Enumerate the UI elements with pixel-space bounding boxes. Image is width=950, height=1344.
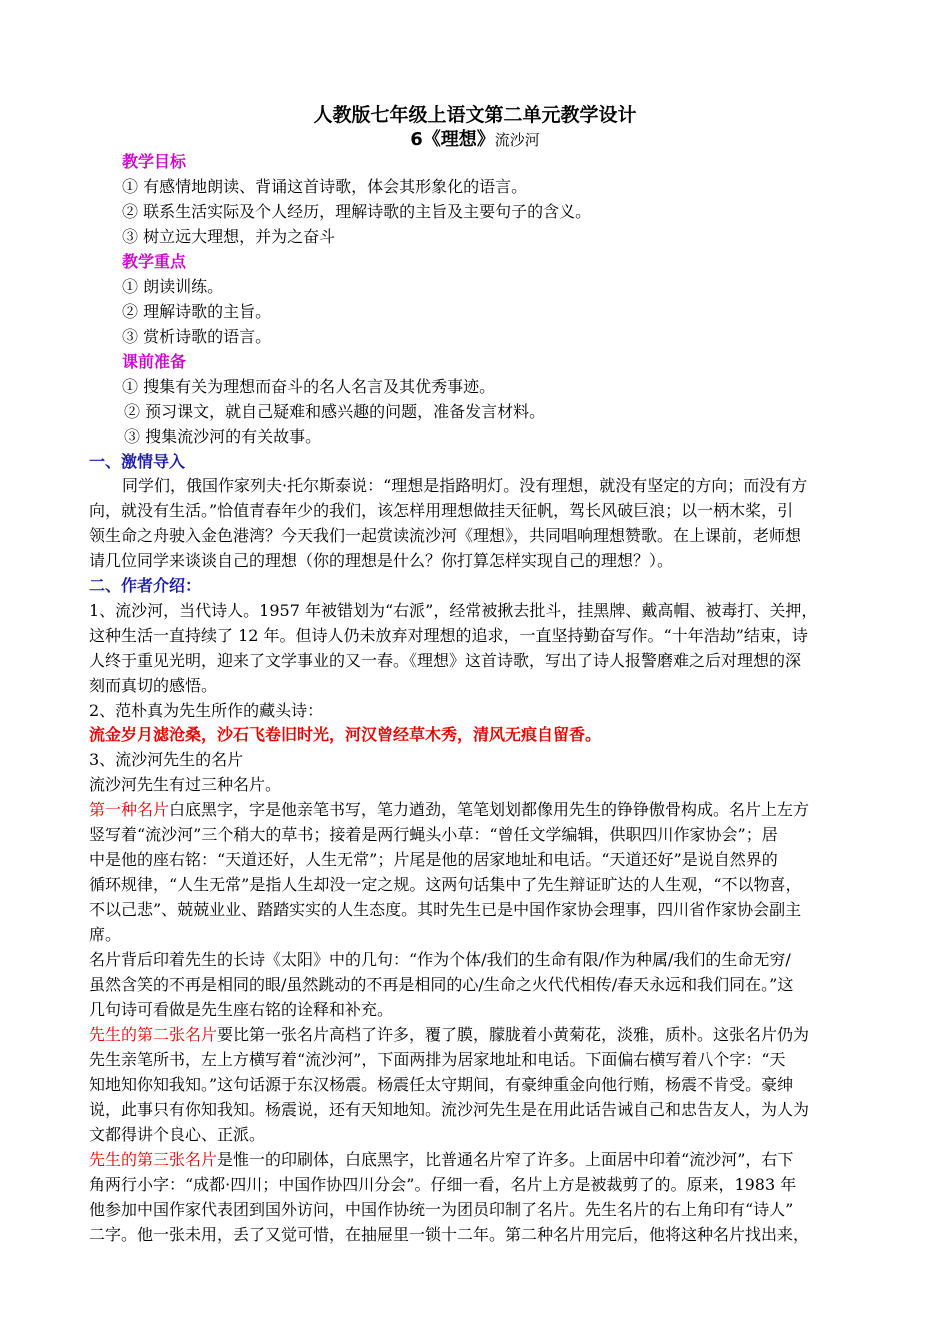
- paragraph-line: 中是他的座右铭：“天道还好，人生无常”；片尾是他的居家地址和电话。“天道还好”是说自然界的: [89, 850, 778, 869]
- card2-label: 先生的第二张名片: [89, 1025, 218, 1044]
- key-points-heading: 教学重点: [122, 252, 187, 271]
- paragraph-line: 二字。他一张未用，丢了又觉可惜，在抽屉里一锁十二年。第二种名片用完后，他将这种名片找出来，: [89, 1225, 810, 1244]
- paragraph-line: 3、流沙河先生的名片: [89, 750, 244, 769]
- preparation-item: ③ 搜集流沙河的有关故事。: [124, 427, 322, 446]
- paragraph-line: 循环规律，“人生无常”是指人生却没一定之规。这两句话集中了先生辩证旷达的人生观，“不以物喜，: [89, 875, 802, 894]
- paragraph-line: 几句诗可看做是先生座右铭的诠释和补充。: [89, 1000, 394, 1019]
- paragraph-line: 刻而真切的感悟。: [89, 676, 218, 695]
- card2-paragraph: [89, 1025, 809, 1045]
- paragraph-line: 领生命之舟驶入金色港湾？今天我们一起赏读流沙河《理想》，共同唱响理想赞歌。在上课前，老师想: [89, 526, 802, 545]
- goals-heading: 教学目标: [122, 152, 187, 171]
- acrostic-poem: 流金岁月滤沧桑，沙石飞卷旧时光，河汉曾经草木秀，清风无痕自留香。: [89, 725, 602, 744]
- paragraph-line: 名片背后印着先生的长诗《太阳》中的几句：“作为个体/我们的生命有限/作为种属/我们的生命无穷/: [89, 950, 791, 969]
- goal-item: ① 有感情地朗读、背诵这首诗歌，体会其形象化的语言。: [122, 177, 528, 196]
- key-point-item: ① 朗读训练。: [122, 277, 224, 296]
- paragraph-line: 2、范朴真为先生所作的藏头诗：: [89, 701, 324, 720]
- paragraph-line: 席。: [89, 925, 122, 944]
- lesson-author: 流沙河: [494, 131, 540, 149]
- paragraph-line: 1、流沙河，当代诗人。1957 年被错划为“右派”，经常被揪去批斗，挂黑牌、戴高帽、被毒打、关押，: [89, 601, 818, 620]
- section1-heading: 一、激情导入: [89, 452, 186, 471]
- paragraph-line: 向，就没有生活。”恰值青春年少的我们，该怎样用理想做挂天征帆，驾长风破巨浪；以一柄木桨，引: [89, 501, 794, 520]
- preparation-heading: 课前准备: [122, 352, 187, 371]
- paragraph-text: 白底黑字，字是他亲笔书写，笔力遒劲，笔笔划划都像用先生的铮铮傲骨构成。名片上左方: [169, 800, 810, 819]
- paragraph-line: 先生亲笔所书，左上方横写着“流沙河”，下面两排为居家地址和电话。下面偏右横写着八个字：“天: [89, 1050, 786, 1069]
- card3-label: 先生的第三张名片: [89, 1150, 218, 1169]
- goal-item: ③ 树立远大理想，并为之奋斗: [122, 227, 336, 246]
- paragraph-line: 文都得讲个良心、正派。: [89, 1125, 266, 1144]
- paragraph-line: 角两行小字：“成都·四川；中国作协四川分会”。仔细一看，名片上方是被裁剪了的。原来，1983 年: [89, 1175, 797, 1194]
- key-point-item: ③ 赏析诗歌的语言。: [122, 327, 272, 346]
- paragraph-line: 说，此事只有你知我知。杨震说，还有天知地知。流沙河先生是在用此话告诫自己和忠告友人，为人为: [89, 1100, 810, 1119]
- paragraph-line: 知地知你知我知。”这句话源于东汉杨震。杨震任太守期间，有豪绅重金向他行贿，杨震不肯受。豪绅: [89, 1075, 794, 1094]
- preparation-item: ② 预习课文，就自己疑难和感兴趣的问题，准备发言材料。: [124, 402, 546, 421]
- paragraph-line: 请几位同学来谈谈自己的理想（你的理想是什么？你打算怎样实现自己的理想？）。: [89, 551, 674, 570]
- paragraph-line: 流沙河先生有过三种名片。: [89, 775, 282, 794]
- paragraph-line: 竖写着“流沙河”三个稍大的草书；接着是两行蝇头小草：“曾任文学编辑，供职四川作家协会”；居: [89, 825, 778, 844]
- document-title: 人教版七年级上语文第二单元教学设计: [313, 104, 637, 126]
- section2-heading: 二、作者介绍：: [89, 576, 202, 595]
- paragraph-line: 这种生活一直持续了 12 年。但诗人仍未放弃对理想的追求，一直坚持勤奋写作。“十年浩劫”结束，诗: [89, 626, 808, 645]
- preparation-item: ① 搜集有关为理想而奋斗的名人名言及其优秀事迹。: [122, 377, 496, 396]
- card3-paragraph: [89, 1150, 793, 1170]
- paragraph-line: 不以己悲”、兢兢业业、踏踏实实的人生态度。其时先生已是中国作家协会理事，四川省作家协会副主: [89, 900, 802, 919]
- lesson-name: 6《理想》: [410, 129, 495, 150]
- lesson-title: [0, 128, 950, 152]
- paragraph-text: 是惟一的印刷体，白底黑字，比普通名片窄了许多。上面居中印着“流沙河”，右下: [217, 1150, 794, 1169]
- paragraph-text: 要比第一张名片高档了许多，覆了膜，朦胧着小黄菊花，淡雅，质朴。这张名片仍为: [217, 1025, 810, 1044]
- paragraph-line: 他参加中国作家代表团到国外访问，中国作协统一为团员印制了名片。先生名片的右上角印有“诗人”: [89, 1200, 794, 1219]
- card1-paragraph: [89, 800, 809, 820]
- paragraph-line: 同学们，俄国作家列夫·托尔斯泰说：“理想是指路明灯。没有理想，就没有坚定的方向；而没有方: [122, 476, 808, 495]
- card1-label: 第一种名片: [89, 800, 170, 819]
- key-point-item: ② 理解诗歌的主旨。: [122, 302, 272, 321]
- paragraph-line: 虽然含笑的不再是相同的眼/虽然跳动的不再是相同的心/生命之火代代相传/春天永远和我们同在。”这: [89, 975, 794, 994]
- paragraph-line: 人终于重见光明，迎来了文学事业的又一春。《理想》这首诗歌，写出了诗人报警磨难之后对理想的深: [89, 651, 802, 670]
- goal-item: ② 联系生活实际及个人经历，理解诗歌的主旨及主要句子的含义。: [122, 202, 592, 221]
